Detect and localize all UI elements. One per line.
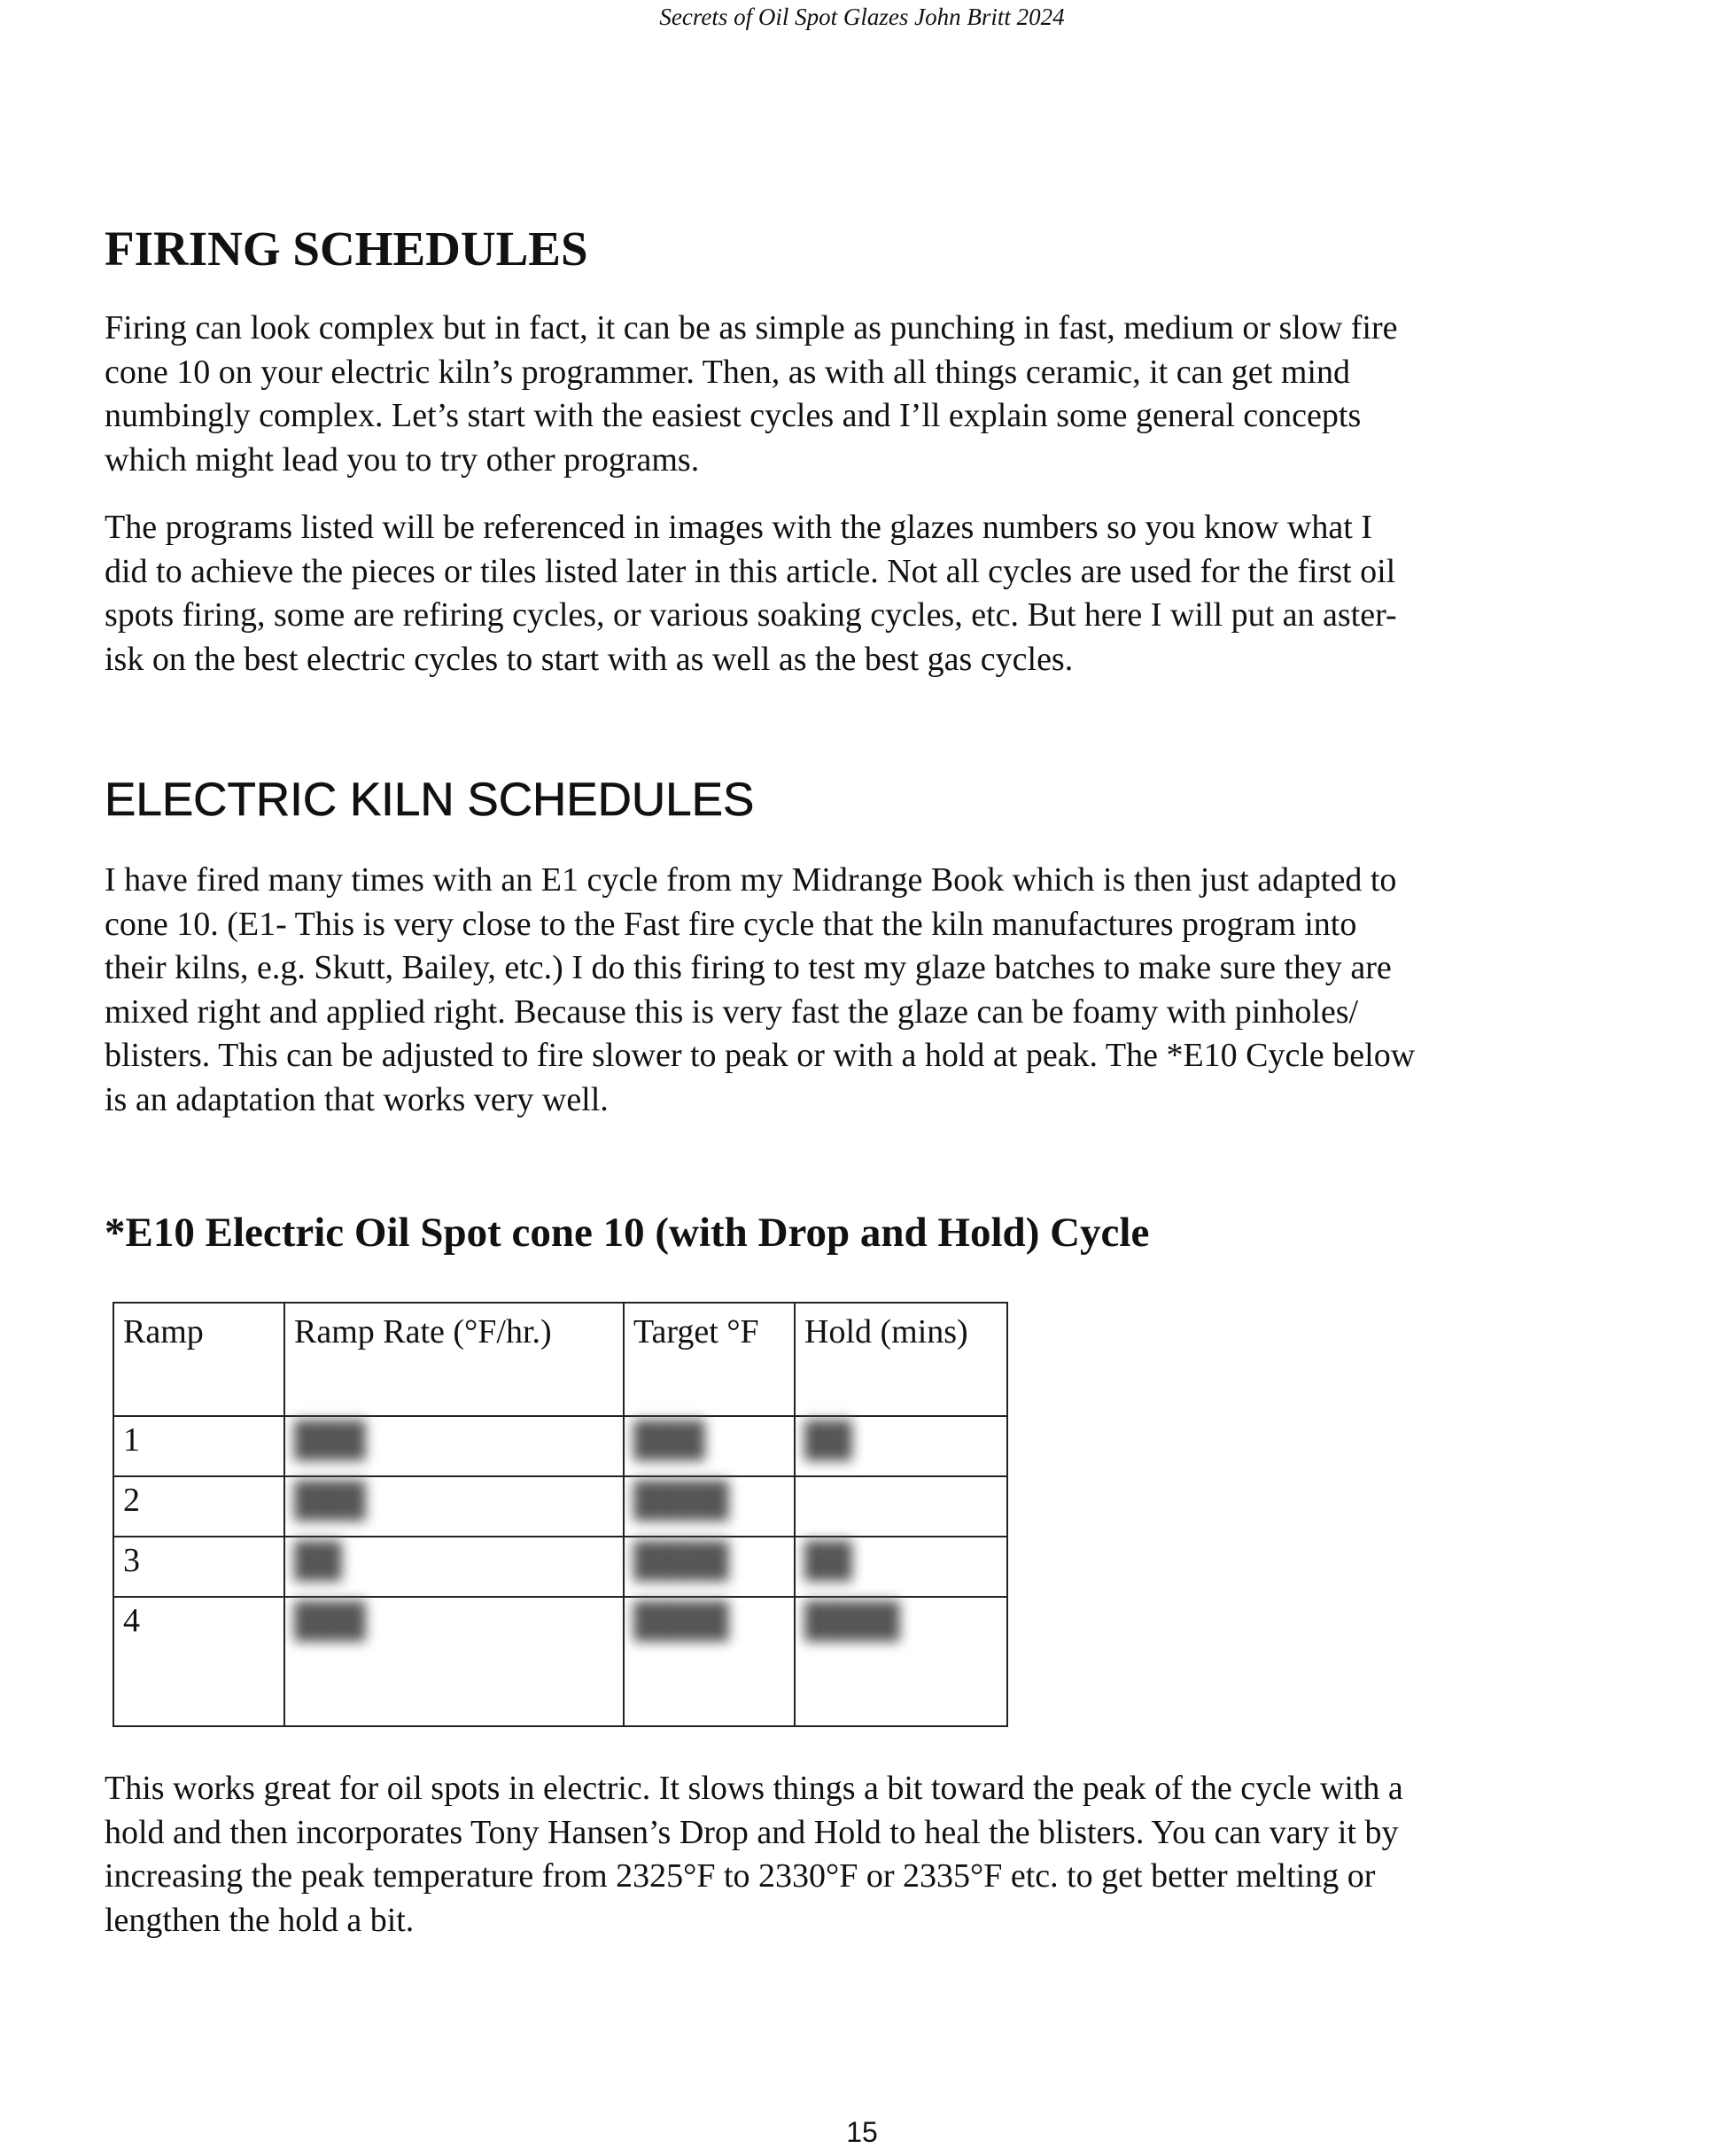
text-line: spots firing, some are refiring cycles, or various soaking cycles, etc. But here I will put an aster- <box>105 596 1397 634</box>
cell-redacted: ███ <box>284 1597 624 1726</box>
text-line: is an adaptation that works very well. <box>105 1080 609 1118</box>
text-line: did to achieve the pieces or tiles listed later in this article. Not all cycles are used for the first oil <box>105 552 1396 590</box>
column-header-ramp: Ramp <box>113 1303 284 1416</box>
text-line: numbingly complex. Let’s start with the easiest cycles and I’ll explain some general concepts <box>105 397 1362 434</box>
text-line: Firing can look complex but in fact, it can be as simple as punching in fast, medium or slow fire <box>105 309 1398 346</box>
table-row <box>113 1476 1007 1537</box>
text-line: mixed right and applied right. Because this is very fast the glaze can be foamy with pinholes/ <box>105 992 1359 1031</box>
text-line: I have fired many times with an E1 cycle from my Midrange Book which is then just adapted to <box>105 861 1397 899</box>
paragraph-electric-intro <box>105 859 1611 1122</box>
paragraph-firing-intro <box>105 307 1611 482</box>
cell-ramp: 3 <box>113 1537 284 1597</box>
cell-redacted: ████ <box>624 1537 795 1597</box>
cell-redacted: ████ <box>624 1476 795 1537</box>
column-header-hold: Hold (mins) <box>795 1303 1007 1416</box>
cell-ramp: 4 <box>113 1597 284 1726</box>
text-line: cone 10. (E1- This is very close to the Fast fire cycle that the kiln manufactures program into <box>105 905 1357 943</box>
column-header-target: Target °F <box>624 1303 795 1416</box>
text-line: their kilns, e.g. Skutt, Bailey, etc.) I do this firing to test my glaze batches to make sure they are <box>105 949 1392 986</box>
text-line: isk on the best electric cycles to start with as well as the best gas cycles. <box>105 640 1074 678</box>
text-line: hold and then incorporates Tony Hansen’s Drop and Hold to heal the blisters. You can vary it by <box>105 1813 1399 1851</box>
text-line: The programs listed will be referenced in images with the glazes numbers so you know what I <box>105 509 1372 546</box>
text-line: cone 10 on your electric kiln’s programmer. Then, as with all things ceramic, it can get mind <box>105 353 1350 391</box>
cell-ramp: 2 <box>113 1476 284 1537</box>
cell-redacted: ██ <box>795 1537 1007 1597</box>
subsection-title-e10-cycle: *E10 Electric Oil Spot cone 10 (with Drop and Hold) Cycle <box>105 1210 1150 1256</box>
cell-redacted: ██ <box>284 1537 624 1597</box>
cell-redacted: ███ <box>284 1416 624 1476</box>
cell-redacted: ███ <box>624 1416 795 1476</box>
column-header-ramp-rate: Ramp Rate (°F/hr.) <box>284 1303 624 1416</box>
cell-ramp: 1 <box>113 1416 284 1476</box>
cell-redacted: ████ <box>795 1597 1007 1726</box>
text-line: blisters. This can be adjusted to fire slower to peak or with a hold at peak. The *E10 Cycle below <box>105 1037 1416 1074</box>
firing-schedule-table <box>113 1302 1008 1727</box>
section-title-electric-kiln-schedules: ELECTRIC KILN SCHEDULES <box>105 774 755 826</box>
table-row <box>113 1537 1007 1597</box>
cell-empty <box>795 1476 1007 1537</box>
cell-redacted: ████ <box>624 1597 795 1726</box>
table-header-row <box>113 1303 1007 1416</box>
cell-redacted: ██ <box>795 1416 1007 1476</box>
text-line: lengthen the hold a bit. <box>105 1901 415 1939</box>
text-line: This works great for oil spots in electric. It slows things a bit toward the peak of the cycle with a <box>105 1770 1403 1807</box>
paragraph-e10-notes <box>105 1767 1611 1942</box>
table-row <box>113 1416 1007 1476</box>
text-line: which might lead you to try other programs. <box>105 440 700 479</box>
table-row <box>113 1597 1007 1726</box>
cell-redacted: ███ <box>284 1476 624 1537</box>
text-line: increasing the peak temperature from 2325°F to 2330°F or 2335°F etc. to get better melting or <box>105 1857 1376 1895</box>
page-number: 15 <box>846 2116 878 2148</box>
running-header: Secrets of Oil Spot Glazes John Britt 2024 <box>659 4 1065 30</box>
section-title-firing-schedules: FIRING SCHEDULES <box>105 222 588 276</box>
paragraph-programs-listed <box>105 506 1611 681</box>
